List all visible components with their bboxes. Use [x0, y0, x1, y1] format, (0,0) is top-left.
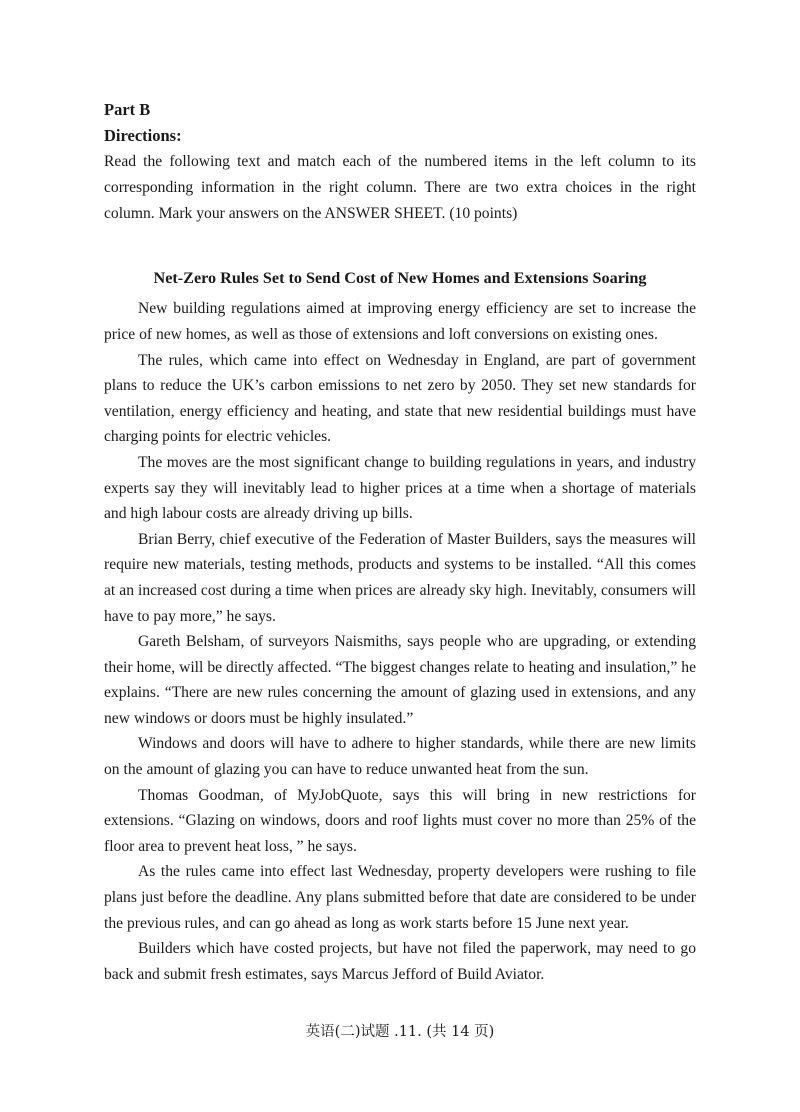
part-title: Part B	[104, 100, 151, 119]
exam-page	[104, 97, 696, 987]
article-paragraph: New building regulations aimed at improving energy efficiency are set to increase the price of new homes, as well as those of extensions and loft conversions on existing ones.	[104, 300, 696, 343]
article-paragraph: As the rules came into effect last Wednesday, property developers were rushing to file plans just before the deadline. Any plans submitted before that date are considered to be under the previous rules, and can go ahead as long as work starts before 15 June next year.	[104, 863, 696, 932]
article-paragraph: Thomas Goodman, of MyJobQuote, says this will bring in new restrictions for extensions. “Glazing on windows, doors and roof lights must cover no more than 25% of the floor area to prevent heat loss, ” he says.	[104, 786, 696, 855]
directions-text: Read the following text and match each of the numbered items in the left column to its corresponding information in the right column. There are two extra choices in the right column. Mark your answers on the ANSWER SHEET. (10 points)	[104, 153, 696, 222]
article-paragraph: Windows and doors will have to adhere to higher standards, while there are new limits on the amount of glazing you can have to reduce unwanted heat from the sun.	[104, 735, 696, 779]
article-paragraph: The moves are the most significant change to building regulations in years, and industry experts say they will inevitably lead to higher prices at a time when a shortage of materials and high labour costs are already driving up bills.	[104, 453, 696, 523]
article-paragraph: Brian Berry, chief executive of the Federation of Master Builders, says the measures will require new materials, testing methods, products and systems to be installed. “All this comes at an increased cost during a time when prices are already sky high. Inevitably, consumers will have to pay more,” he says.	[104, 530, 696, 625]
article-body	[104, 296, 696, 987]
article-title: Net-Zero Rules Set to Send Cost of New Homes and Extensions Soaring	[153, 269, 647, 288]
article-paragraph: The rules, which came into effect on Wednesday in England, are part of government plans to reduce the UK’s carbon emissions to net zero by 2050. They set new standards for ventilation, energy efficiency and heating, and state that new residential buildings must have charging points for electric vehicles.	[104, 351, 696, 446]
page-footer: 英语(二)试题 .11. (共 14 页)	[305, 1024, 495, 1040]
article-paragraph: Builders which have costed projects, but have not filed the paperwork, may need to go back and submit fresh estimates, says Marcus Jefford of Build Aviator.	[104, 940, 696, 983]
article-paragraph: Gareth Belsham, of surveyors Naismiths, says people who are upgrading, or extending their home, will be directly affected. “The biggest changes relate to heating and insulation,” he explains. “There are new rules concerning the amount of glazing used in extensions, and any new windows or doors must be highly insulated.”	[104, 633, 696, 727]
directions-label: Directions:	[104, 126, 182, 145]
